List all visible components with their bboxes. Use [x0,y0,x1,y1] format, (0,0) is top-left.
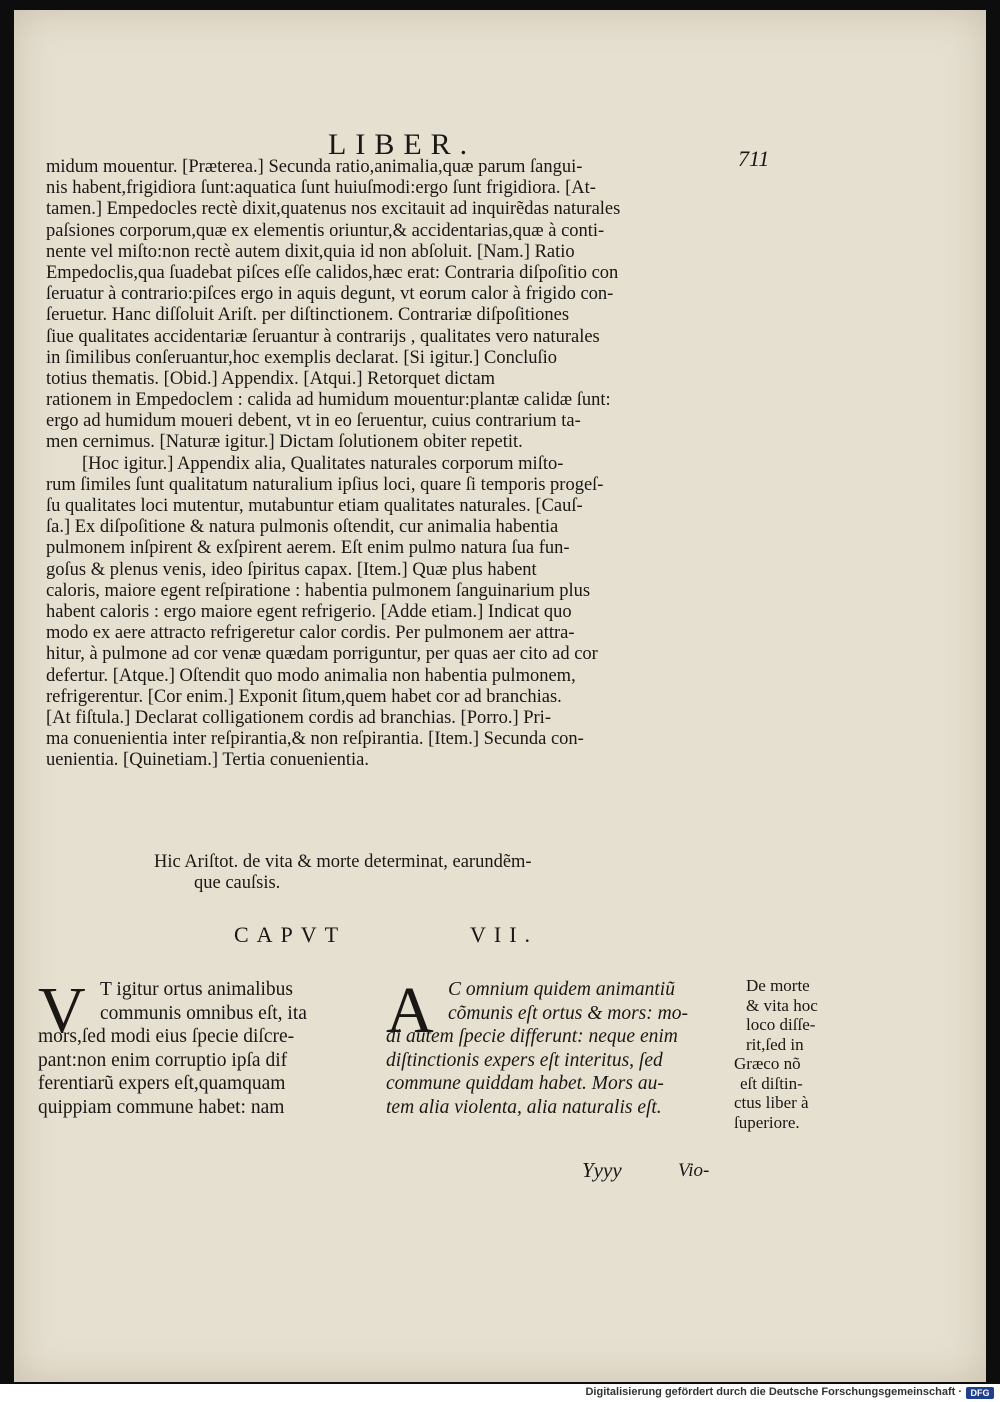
parallel-line: tem alia violenta, alia naturalis eſt. [386,1096,662,1118]
marginal-line: ſuperiore. [734,1112,800,1132]
marginal-line: Græco nõ [734,1054,801,1073]
signature-mark: Yyyy [582,1158,622,1182]
marginal-line: ctus liber à [734,1093,809,1112]
commentary-line: [At fiſtula.] Declarat colligationem cordis ad branchias. [Porro.] Pri- [46,707,551,728]
commentary-line: uenientia. [Quinetiam.] Tertia conuenientia. [46,750,370,771]
commentary-line: ma conuenientia inter reſpirantia,& non reſpirantia. [Item.] Secunda con- [46,729,584,750]
commentary-line: rum ſimiles ſunt qualitatum naturalium ipſius loci, quare ſi temporis progeſ- [46,474,604,495]
latin-line: communis omnibus eſt, ita [100,1002,307,1024]
marginal-note [726,976,836,1132]
footer-bar [0,1384,1000,1402]
parallel-line: diſtinctionis expers eſt interitus, ſed [386,1049,663,1071]
commentary-line: Empedoclis,qua ſuadebat piſces eſſe calidos,hæc erat: Contraria diſpoſitio con [46,262,619,283]
latin-translation-column [38,974,398,1120]
parallel-text-column [386,974,746,1120]
summary-line: que cauſsis. [194,873,281,894]
commentary-line: pulmonem inſpirent & exſpirent aerem. Eſt enim pulmo natura ſua fun- [46,538,570,559]
commentary-text [46,157,756,771]
summary-line: Hic Ariſtot. de vita & morte determinat, earundẽm- [154,852,532,872]
commentary-line: nente vel miſto:non rectè autem dixit,quia id non abſoluit. [Nam.] Ratio [46,241,575,262]
parallel-line: di autem ſpecie differunt: neque enim [386,1026,678,1048]
commentary-line: refrigerentur. [Cor enim.] Exponit ſitum,quem habet cor ad branchias. [46,686,562,707]
commentary-line: totius thematis. [Obid.] Appendix. [Atqui.] Retorquet dictam [46,368,496,389]
commentary-line: caloris, maiore egent reſpiratione : habentia pulmonem ſanguinarium plus [46,580,591,601]
commentary-line: ſeruetur. Hanc diſſoluit Ariſt. per diſtinctionem. Contrariæ diſpoſitiones [46,305,570,326]
commentary-line: goſus & plenus venis, ideo ſpiritus capax. [Item.] Quæ plus habent [46,559,537,580]
chapter-number: VII. [470,922,539,947]
latin-line: quippiam commune habet: nam [38,1096,285,1118]
parallel-line: cõmunis eſt ortus & mors: mo- [448,1002,688,1024]
book-page [14,10,986,1382]
marginal-line: rit,ſed in [746,1034,804,1054]
page-number: 711 [738,146,770,171]
chapter-summary [154,852,634,894]
latin-line: pant:non enim corruptio ipſa dif [38,1049,288,1071]
commentary-line: rationem in Empedoclem : calida ad humidum mouentur:plantæ calidæ ſunt: [46,390,611,411]
marginal-line: loco diſſe- [746,1015,816,1034]
commentary-line: defertur. [Atque.] Oſtendit quo modo animalia non habentia pulmonem, [46,665,576,686]
chapter-label: CAPVT [234,922,347,947]
latin-line: T igitur ortus animalibus [100,979,294,1000]
catchword: Vio- [678,1160,710,1181]
commentary-line: midum mouentur. [Præterea.] Secunda ratio,animalia,quæ parum ſangui- [46,157,583,177]
marginal-line: De morte [746,976,810,995]
commentary-line: tamen.] Empedocles rectè dixit,quatenus nos excitauit ad inquirẽdas naturales [46,199,621,220]
marginal-line: & vita hoc [746,995,818,1015]
commentary-line: ſu qualitates loci mutentur, mutabuntur etiam qualitates naturales. [Cauſ- [46,496,583,516]
drop-cap: A [386,974,434,1047]
commentary-line: ergo ad humidum moueri debent, vt in eo ſeruentur, cuius contrarium ta- [46,411,581,432]
latin-line: ferentiarũ expers eſt,quamquam [38,1073,286,1095]
parallel-line: C omnium quidem animantiũ [448,979,675,1000]
commentary-line: paſsiones corporum,quæ ex elementis oriuntur,& accidentarias,quæ à conti- [46,220,605,241]
commentary-line: habent caloris : ergo maiore egent refrigerio. [Adde etiam.] Indicat quo [46,601,572,622]
funding-credit: Digitalisierung gefördert durch die Deutsche Forschungsgemeinschaft · [585,1386,962,1398]
parallel-line: commune quiddam habet. Mors au- [386,1073,664,1095]
chapter-heading [234,922,539,948]
dfg-logo: DFG [966,1387,994,1399]
commentary-line: [Hoc igitur.] Appendix alia, Qualitates naturales corporum miſto- [82,453,564,474]
drop-cap: V [38,974,86,1047]
latin-line: mors,ſed modi eius ſpecie diſcre- [38,1026,295,1048]
commentary-line: nis habent,frigidiora ſunt:aquatica ſunt huiuſmodi:ergo ſunt frigidiora. [At- [46,178,596,199]
marginal-line: eſt diſtin- [740,1073,803,1093]
commentary-line: ſeruatur à contrario:piſces ergo in aquis degunt, vt eorum calor à frigido con- [46,284,614,305]
commentary-line: ſiue qualitates accidentariæ ſeruantur à contrarijs , qualitates vero naturales [46,326,600,347]
commentary-line: ſa.] Ex diſpoſitione & natura pulmonis oſtendit, cur animalia habentia [46,517,559,538]
commentary-line: men cernimus. [Naturæ igitur.] Dictam ſolutionem obiter repetit. [46,432,523,453]
commentary-line: in ſimilibus conſeruantur,hoc exemplis declarat. [Si igitur.] Concluſio [46,347,557,368]
running-head: LIBER. [328,128,477,161]
commentary-line: hitur, à pulmone ad cor venæ quædam porriguntur, per quas aer cito ad cor [46,644,598,665]
commentary-line: modo ex aere attracto refrigeretur calor cordis. Per pulmonem aer attra- [46,623,575,644]
